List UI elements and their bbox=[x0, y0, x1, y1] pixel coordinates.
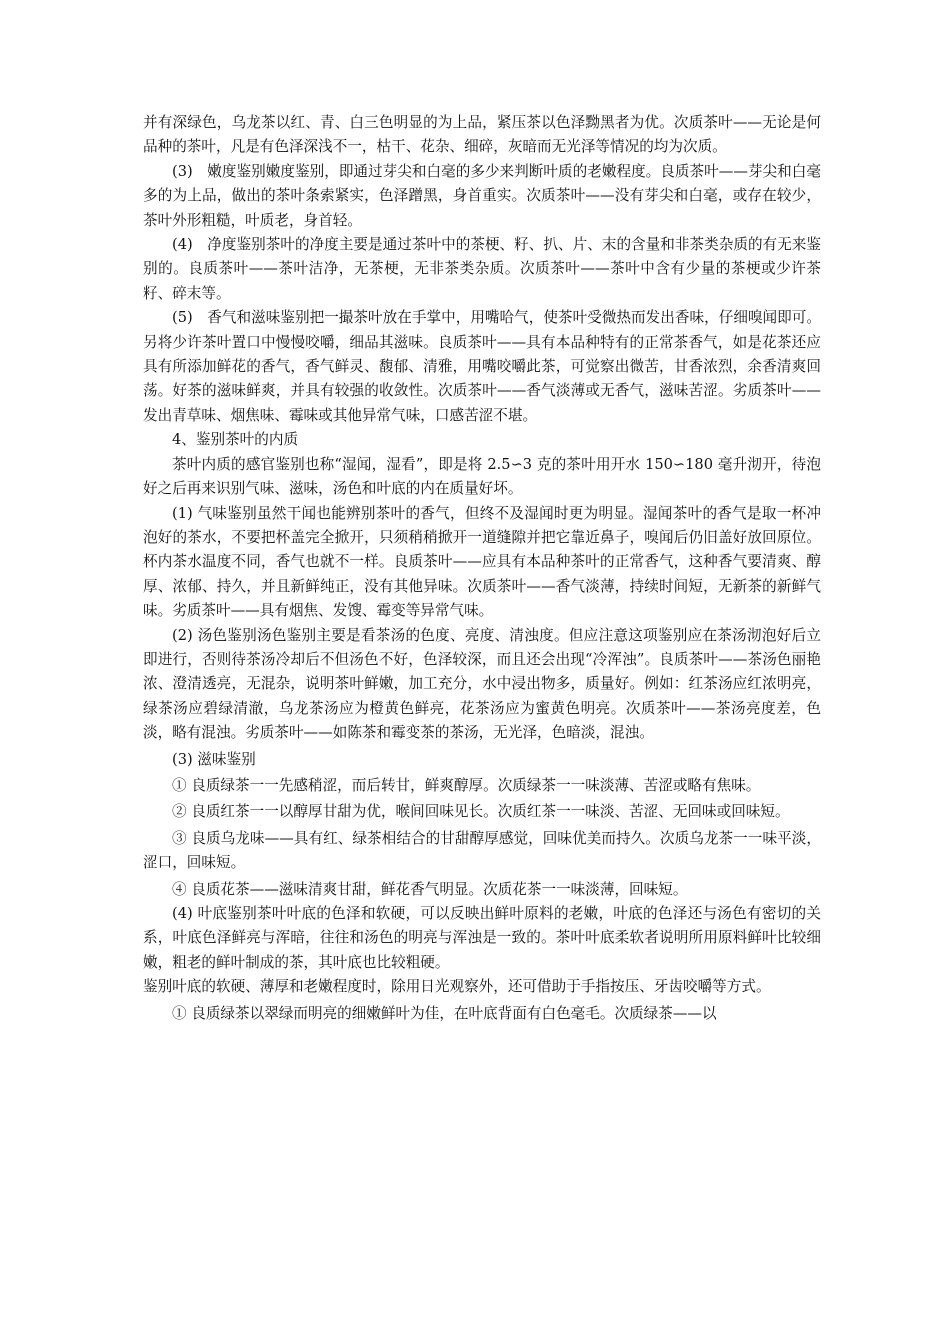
list-item-scented-tea: ④ 良质花茶——滋味清爽甘甜，鲜花香气明显。次质花茶一一味淡薄，回味短。 bbox=[172, 880, 688, 898]
list-item-green-tea: ① 良质绿茶一一先感稍涩，而后转甘，鲜爽醇厚。次质绿茶一一味淡薄、苦涩或略有焦味。 bbox=[172, 776, 761, 794]
paragraph-color-continued: 并有深绿色，乌龙茶以红、青、白三色明显的为上品，紧压茶以色泽黝黑者为优。次质茶叶——无论是何品种的茶叶，凡是有色泽深浅不一，枯干、花杂、细碎，灰暗而无光泽等情况的均为次质。 bbox=[143, 114, 821, 156]
list-item-green-tea-leaf: ① 良质绿茶以翠绿而明亮的细嫩鲜叶为佳，在叶底背面有白色毫毛。次质绿茶——以 bbox=[172, 1004, 717, 1022]
paragraph-inner-quality-intro: 茶叶内质的感官鉴别也称“湿闻，湿看”，即是将 2.5∽3 克的茶叶用开水 150∽180 毫升沏开，待泡好之后再来识别气味、滋味，汤色和叶底的内在质量好坏。 bbox=[143, 455, 821, 498]
paragraph-aroma-taste: (5) 香气和滋味鉴别把一撮茶叶放在手掌中，用嘴哈气，使茶叶受微热而发出香味，仔细嗅闻即可。另将少许茶叶置口中慢慢咬嚼，细品其滋味。良质茶叶——具有本品种特有的正常茶香气，如是花茶还应具有所添加鲜花的香气，香气鲜灵、馥郁、清雅，用嘴咬嚼此茶，可觉察出微苦，甘香浓烈，余香清爽回荡。好茶的滋味鲜爽，并具有较强的收敛性。次质茶叶——香气淡薄或无香气，滋味苦涩。劣质茶叶——发出青草味、烟焦味、霉味或其他异常气味，口感苦涩不堪。 bbox=[143, 309, 821, 424]
list-item-black-tea: ② 良质红茶一一以醇厚甘甜为优，喉间回味见长。次质红茶一一味淡、苦涩、无回味或回味短。 bbox=[172, 803, 790, 821]
document-page bbox=[143, 111, 821, 1026]
section-heading-inner-quality: 4、鉴别茶叶的内质 bbox=[172, 431, 299, 449]
subheading-taste: (3) 滋味鉴别 bbox=[172, 750, 256, 768]
paragraph-tenderness: (3) 嫩度鉴别嫩度鉴别，即通过芽尖和白毫的多少来判断叶质的老嫩程度。良质茶叶——芽尖和白毫多的为上品，做出的茶叶条索紧实，色泽蹭黑，身首重实。次质茶叶——没有芽尖和白毫，或存在较少，茶叶外形粗糙，叶质老，身首轻。 bbox=[143, 162, 821, 229]
paragraph-leaf-base: (4) 叶底鉴别茶叶叶底的色泽和软硬，可以反映出鲜叶原料的老嫩，叶底的色泽还与汤色有密切的关系，叶底色泽鲜亮与浑暗，往往和汤色的明亮与浑浊是一致的。茶叶叶底柔软者说明所用原料鲜叶比较细嫩，粗老的鲜叶制成的茶，其叶底也比较粗硬。 bbox=[143, 905, 821, 971]
paragraph-liquor-color: (2) 汤色鉴别汤色鉴别主要是看茶汤的色度、亮度、清浊度。但应注意这项鉴别应在茶汤沏泡好后立即进行，否则待茶汤冷却后不但汤色不好，色泽较深，而且还会出现“冷浑浊”。良质茶叶——茶汤色丽艳浓、澄清透亮，无混杂，说明茶叶鲜嫩，加工充分，水中浸出物多，质量好。例如：红茶汤应红浓明亮，绿茶汤应碧绿清澈，乌龙茶汤应为橙黄色鲜亮，花茶汤应为蜜黄色明亮。次质茶叶——茶汤亮度差，色淡，略有混浊。劣质茶叶——如陈茶和霉变茶的茶汤，无光泽，色暗淡，混浊。 bbox=[143, 626, 821, 742]
paragraph-leaf-base-method: 鉴别叶底的软硬、薄厚和老嫩程度时，除用日光观察外，还可借助于手指按压、牙齿咬嚼等方式。 bbox=[143, 978, 771, 996]
paragraph-smell: (1) 气味鉴别虽然干闻也能辨别茶叶的香气，但终不及湿闻时更为明显。湿闻茶叶的香气是取一杯冲泡好的茶水，不要把杯盖完全掀开，只须稍稍掀开一道缝隙并把它靠近鼻子，嗅闻后仍旧盖好放回原位。杯内茶水温度不同，香气也就不一样。良质茶叶——应具有本品种茶叶的正常香气，这种香气要清爽、醇厚、浓郁、持久，并且新鲜纯正，没有其他异味。次质茶叶——香气淡薄，持续时间短，无新茶的新鲜气味。劣质茶叶——具有烟焦、发馊、霉变等异常气味。 bbox=[143, 504, 821, 620]
list-item-oolong-tea: ③ 良质乌龙味——具有红、绿茶相结合的甘甜醇厚感觉，回味优美而持久。次质乌龙茶一一味平淡，涩口，回味短。 bbox=[143, 829, 821, 872]
paragraph-cleanliness: (4) 净度鉴别茶叶的净度主要是通过茶叶中的茶梗、籽、扒、片、末的含量和非茶类杂质的有无来鉴别的。良质茶叶——茶叶洁净，无茶梗，无非茶类杂质。次质茶叶——茶叶中含有少量的茶梗或少许茶籽、碎末等。 bbox=[143, 236, 821, 302]
